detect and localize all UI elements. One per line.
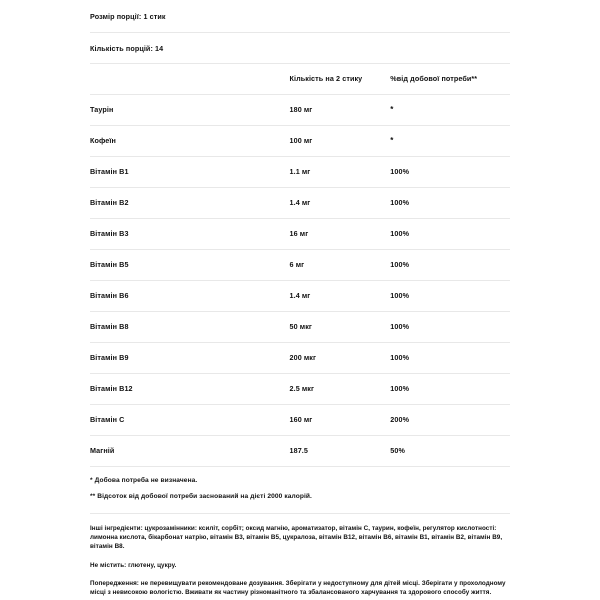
warning-paragraph: Попередження: не перевищувати рекомендоване дозування. Зберігати у недоступному для дітей місці. Зберігати у прохолодному місці з невисокою вологістю. Вживати як частину різноманітного та збалансованого харчування та здорового способу життя. bbox=[90, 579, 506, 597]
footnote-daily-value-not-established: * Добова потреба не визначена. bbox=[90, 477, 198, 484]
table-row bbox=[90, 343, 510, 374]
footnote-calorie-basis: ** Відсоток від добової потреби заснований на дієті 2000 калорій. bbox=[90, 493, 312, 500]
nutrient-name: Вітамін С bbox=[90, 405, 290, 436]
nutrient-name: Таурін bbox=[90, 95, 290, 126]
serving-size-row bbox=[90, 0, 510, 33]
nutrient-daily-value: 100% bbox=[390, 250, 510, 281]
nutrient-daily-value: * bbox=[390, 126, 510, 157]
nutrient-daily-value: * bbox=[390, 95, 510, 126]
table-row bbox=[90, 157, 510, 188]
nutrient-daily-value: 100% bbox=[390, 157, 510, 188]
nutrient-amount: 187.5 bbox=[290, 436, 391, 467]
servings-per-container-row bbox=[90, 33, 510, 64]
nutrient-daily-value: 100% bbox=[390, 188, 510, 219]
table-row bbox=[90, 188, 510, 219]
table-row bbox=[90, 312, 510, 343]
nutrient-amount: 200 мкг bbox=[290, 343, 391, 374]
nutrient-name: Вітамін В3 bbox=[90, 219, 290, 250]
nutrient-daily-value: 100% bbox=[390, 312, 510, 343]
nutrient-daily-value: 100% bbox=[390, 343, 510, 374]
table-row bbox=[90, 405, 510, 436]
additional-info-section bbox=[90, 514, 510, 597]
nutrient-table bbox=[90, 64, 510, 467]
column-header-amount: Кількість на 2 стику bbox=[290, 64, 391, 95]
nutrient-amount: 1.4 мг bbox=[290, 281, 391, 312]
nutrient-name: Вітамін В1 bbox=[90, 157, 290, 188]
nutrient-name: Вітамін В8 bbox=[90, 312, 290, 343]
nutrient-name: Вітамін В9 bbox=[90, 343, 290, 374]
free-from-paragraph: Не містить: глютену, цукру. bbox=[90, 561, 177, 569]
nutrient-daily-value: 100% bbox=[390, 219, 510, 250]
column-header-name bbox=[90, 64, 290, 95]
nutrient-amount: 1.1 мг bbox=[290, 157, 391, 188]
nutrient-amount: 100 мг bbox=[290, 126, 391, 157]
serving-size-label: Розмір порції: 1 стик bbox=[90, 11, 166, 21]
footnotes-section bbox=[90, 467, 510, 514]
table-row bbox=[90, 95, 510, 126]
nutrient-name: Вітамін В2 bbox=[90, 188, 290, 219]
nutrient-amount: 1.4 мг bbox=[290, 188, 391, 219]
servings-per-container-label: Кількість порцій: 14 bbox=[90, 43, 164, 53]
nutrient-amount: 180 мг bbox=[290, 95, 391, 126]
nutrient-amount: 6 мг bbox=[290, 250, 391, 281]
nutrient-daily-value: 50% bbox=[390, 436, 510, 467]
table-row bbox=[90, 281, 510, 312]
table-row bbox=[90, 219, 510, 250]
nutrient-daily-value: 100% bbox=[390, 281, 510, 312]
other-ingredients-paragraph: Інші інгредієнти: цукрозамінники: ксиліт, сорбіт; оксид магнію, ароматизатор, вітамін С, таурин, кофеїн, регулятор кислотності: лимонна кислота, бікарбонат натрію, вітамін В3, вітамін В5, цукралоза, вітамін В12, вітамін В6, вітамін В1, вітамін В2, вітамін В9, вітамін В8. bbox=[90, 525, 503, 551]
nutrient-amount: 160 мг bbox=[290, 405, 391, 436]
column-header-daily-value: %від добової потреби** bbox=[390, 64, 510, 95]
nutrient-daily-value: 100% bbox=[390, 374, 510, 405]
nutrient-name: Вітамін В6 bbox=[90, 281, 290, 312]
table-row bbox=[90, 436, 510, 467]
nutrient-table-body bbox=[90, 95, 510, 467]
nutrient-amount: 50 мкг bbox=[290, 312, 391, 343]
nutrient-name: Вітамін В5 bbox=[90, 250, 290, 281]
nutrient-amount: 2.5 мкг bbox=[290, 374, 391, 405]
nutrient-name: Кофеїн bbox=[90, 126, 290, 157]
table-header-row bbox=[90, 64, 510, 95]
table-row bbox=[90, 126, 510, 157]
table-row bbox=[90, 374, 510, 405]
table-row bbox=[90, 250, 510, 281]
nutrient-name: Вітамін В12 bbox=[90, 374, 290, 405]
nutrient-table-header bbox=[90, 64, 510, 95]
nutrient-name: Магній bbox=[90, 436, 290, 467]
nutrient-amount: 16 мг bbox=[290, 219, 391, 250]
nutrient-daily-value: 200% bbox=[390, 405, 510, 436]
